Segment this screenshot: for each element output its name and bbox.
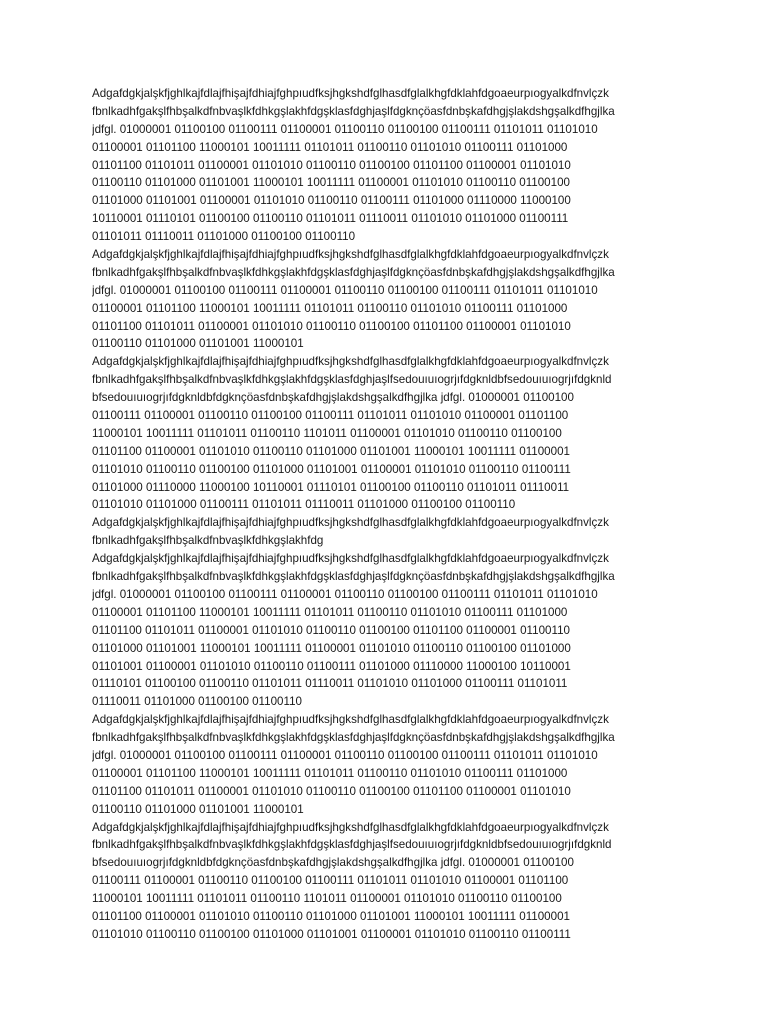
text-line: fbnlkadhfgakşlfhbşalkdfnbvaşlkfdhkgşlakhfdgşklasfdghjaşlfdgknçöasfdnbşkafdhgjşlakdshgşalkdfhgjlka (92, 265, 615, 279)
text-line: Adgafdgkjalşkfjghlkajfdlajfhişajfdhiajfghpıudfksjhgkshdfglhasdfglalkhgfdklahfdgoaeurpıogyalkdfnvlçzk (92, 87, 609, 100)
document-body (92, 85, 682, 944)
text-line: 01101010 01101000 01100111 01101011 01110011 01101000 01100100 01100110 (92, 498, 516, 512)
text-line: 01101100 01101011 01100001 01101010 01100110 01100100 01101100 01100001 01101010 (92, 784, 571, 798)
text-line: Adgafdgkjalşkfjghlkajfdlajfhişajfdhiajfghpıudfksjhgkshdfglhasdfglalkhgfdklahfdgoaeurpıogyalkdfnvlçzk (92, 552, 609, 566)
text-line: fbnlkadhfgakşlfhbşalkdfnbvaşlkfdhkgşlakhfdgşklasfdghjaşlfdgknçöasfdnbşkafdhgjşlakdshgşalkdfhgjlka (92, 731, 615, 745)
text-line: 01100110 01101000 01101001 11000101 (92, 337, 304, 351)
text-line: jdfgl. 01000001 01100100 01100111 01100001 01100110 01100100 01100111 01101011 01101010 (92, 283, 598, 297)
text-line: 01100110 01101000 01101001 11000101 10011111 01100001 01101010 01100110 01100100 (92, 176, 570, 190)
text-line: 01101000 01101001 11000101 10011111 01100001 01101010 01100110 01100100 01101000 (92, 641, 571, 655)
text-line: 01110011 01101000 01100100 01100110 (92, 695, 302, 709)
text-line: fbnlkadhfgakşlfhbşalkdfnbvaşlkfdhkgşlakhfdgşklasfdghjaşlfdgknçöasfdnbşkafdhgjşlakdshgşalkdfhgjlka (92, 570, 615, 584)
text-line: 11000101 10011111 01101011 01100110 1101011 01100001 01101010 01100110 01100100 (92, 892, 562, 906)
text-line: 01101000 01101001 01100001 01101010 01100110 01100111 01101000 01110000 11000100 (92, 194, 571, 208)
text-line: Adgafdgkjalşkfjghlkajfdlajfhişajfdhiajfghpıudfksjhgkshdfglhasdfglalkhgfdklahfdgoaeurpıogyalkdfnvlçzk (92, 820, 609, 834)
text-line: jdfgl. 01000001 01100100 01100111 01100001 01100110 01100100 01100111 01101011 01101010 (92, 587, 598, 601)
text-line: 01100001 01101100 11000101 10011111 01101011 01100110 01101010 01100111 01101000 (92, 140, 568, 154)
text-line: fbnlkadhfgakşlfhbşalkdfnbvaşlkfdhkgşlakhfdgşklasfdghjaşlfsedouıuıogrjıfdgknldbfsedouıuıogrjıfdgknld (92, 373, 612, 387)
text-line: fbnlkadhfgakşlfhbşalkdfnbvaşlkfdhkgşlakhfdgşklasfdghjaşlfdgknçöasfdnbşkafdhgjşlakdshgşalkdfhgjlka (92, 104, 615, 118)
text-line: 01101100 01101011 01100001 01101010 01100110 01100100 01101100 01100001 01101010 (92, 158, 571, 172)
text-line: 01101100 01100001 01101010 01100110 01101000 01101001 11000101 10011111 01100001 (92, 909, 570, 923)
text-line: 01101100 01101011 01100001 01101010 01100110 01100100 01101100 01100001 01100110 (92, 623, 570, 637)
text-line: fbnlkadhfgakşlfhbşalkdfnbvaşlkfdhkgşlakhfdg (92, 534, 324, 548)
text-line: jdfgl. 01000001 01100100 01100111 01100001 01100110 01100100 01100111 01101011 01101010 (92, 748, 598, 762)
text-line: 01100001 01101100 11000101 10011111 01101011 01100110 01101010 01100111 01101000 (92, 301, 568, 315)
text-line: fbnlkadhfgakşlfhbşalkdfnbvaşlkfdhkgşlakhfdgşklasfdghjaşlfsedouıuıogrjıfdgknldbfsedouıuıogrjıfdgknld (92, 838, 612, 852)
text-line: 01101010 01100110 01100100 01101000 01101001 01100001 01101010 01100110 01100111 (92, 462, 571, 476)
text-line: 01100001 01101100 11000101 10011111 01101011 01100110 01101010 01100111 01101000 (92, 605, 568, 619)
text-line: 01101011 01110011 01101000 01100100 01100110 (92, 230, 356, 244)
text-line: 01100111 01100001 01100110 01100100 01100111 01101011 01101010 01100001 01101100 (92, 409, 569, 423)
text-line: Adgafdgkjalşkfjghlkajfdlajfhişajfdhiajfghpıudfksjhgkshdfglhasdfglalkhgfdklahfdgoaeurpıogyalkdfnvlçzk (92, 248, 609, 262)
text-line: Adgafdgkjalşkfjghlkajfdlajfhişajfdhiajfghpıudfksjhgkshdfglhasdfglalkhgfdklahfdgoaeurpıogyalkdfnvlçzk (92, 516, 609, 530)
text-line: 01100111 01100001 01100110 01100100 01100111 01101011 01101010 01100001 01101100 (92, 874, 569, 888)
text-line: 01101100 01101011 01100001 01101010 01100110 01100100 01101100 01100001 01101010 (92, 319, 571, 333)
text-line: bfsedouıuıogrjıfdgknldbfdgknçöasfdnbşkafdhgjşlakdshgşalkdfhgjlka jdfgl. 01000001 01100100 (92, 856, 574, 870)
text-line: 01101010 01100110 01100100 01101000 01101001 01100001 01101010 01100110 01100111 (92, 927, 571, 941)
text-line: 11000101 10011111 01101011 01100110 1101011 01100001 01101010 01100110 01100100 (92, 426, 562, 440)
text-line: 01101100 01100001 01101010 01100110 01101000 01101001 11000101 10011111 01100001 (92, 444, 570, 458)
text-line: 10110001 01110101 01100100 01100110 01101011 01110011 01101010 01101000 01100111 (92, 212, 569, 226)
text-line: jdfgl. 01000001 01100100 01100111 01100001 01100110 01100100 01100111 01101011 01101010 (92, 122, 598, 136)
text-line: 01100110 01101000 01101001 11000101 (92, 802, 304, 816)
text-line: 01100001 01101100 11000101 10011111 01101011 01100110 01101010 01100111 01101000 (92, 766, 568, 780)
text-line: Adgafdgkjalşkfjghlkajfdlajfhişajfdhiajfghpıudfksjhgkshdfglhasdfglalkhgfdklahfdgoaeurpıogyalkdfnvlçzk (92, 355, 609, 369)
text-line: 01101000 01110000 11000100 10110001 01110101 01100100 01100110 01101011 01110011 (92, 480, 570, 494)
text-line: bfsedouıuıogrjıfdgknldbfdgknçöasfdnbşkafdhgjşlakdshgşalkdfhgjlka jdfgl. 01000001 01100100 (92, 391, 574, 405)
text-line: Adgafdgkjalşkfjghlkajfdlajfhişajfdhiajfghpıudfksjhgkshdfglhasdfglalkhgfdklahfdgoaeurpıogyalkdfnvlçzk (92, 713, 609, 727)
text-line: 01101001 01100001 01101010 01100110 01100111 01101000 01110000 11000100 10110001 (92, 659, 571, 673)
text-line: 01110101 01100100 01100110 01101011 01110011 01101010 01101000 01100111 01101011 (92, 677, 568, 691)
